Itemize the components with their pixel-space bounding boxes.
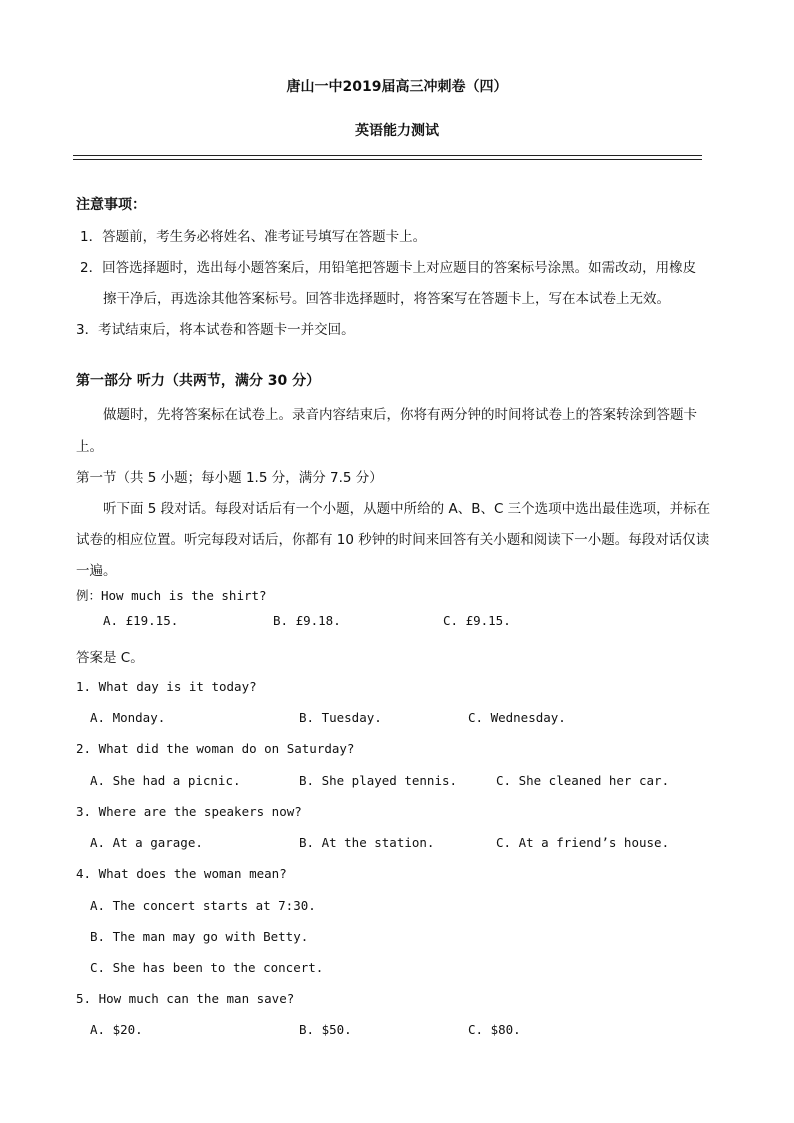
example-question: 例：How much is the shirt? [76,588,267,603]
question-1-option-a: A. Monday. [90,710,166,725]
question-4-option-b: B. The man may go with Betty. [90,929,309,944]
notice-heading: 注意事项： [76,197,146,213]
question-5-option-a: A. $20. [90,1022,143,1037]
example-option-a: A. £19.15. [103,613,179,628]
part1-intro-line1: 做题时，先将答案标在试卷上。录音内容结束后，你将有两分钟的时间将试卷上的答案转涂到答题卡 [103,407,697,423]
directions-line1: 听下面 5 段对话。每段对话后有一个小题，从题中所给的 A、B、C 三个选项中选出最佳选项，并标在 [103,501,711,517]
part1-heading: 第一部分 听力（共两节，满分 30 分） [76,373,321,389]
notice-item-2-cont: 擦干净后，再选涂其他答案标号。回答非选择题时，将答案写在答题卡上，写在本试卷上无效。 [103,291,670,307]
question-1-option-b: B. Tuesday. [299,710,382,725]
part1-intro-line2: 上。 [76,439,103,455]
question-5-option-b: B. $50. [299,1022,352,1037]
header-rule-top [73,155,702,156]
question-3: 3. Where are the speakers now? [76,804,302,819]
question-2-option-b: B. She played tennis. [299,773,458,788]
question-2: 2. What did the woman do on Saturday? [76,741,355,756]
question-3-option-a: A. At a garage. [90,835,203,850]
section-title: 第一节（共 5 小题；每小题 1.5 分，满分 7.5 分） [76,470,383,486]
example-option-c: C. £9.15. [443,613,511,628]
question-1-option-c: C. Wednesday. [468,710,566,725]
question-4: 4. What does the woman mean? [76,866,287,881]
directions-line2: 试卷的相应位置。听完每段对话后，你都有 10 秒钟的时间来回答有关小题和阅读下一小题。每段对话仅读 [76,532,710,548]
question-4-option-c: C. She has been to the concert. [90,960,324,975]
example-answer: 答案是 C。 [76,650,144,666]
notice-item-1: 1．答题前，考生务必将姓名、准考证号填写在答题卡上。 [80,229,427,245]
question-5-option-c: C. $80. [468,1022,521,1037]
question-4-option-a: A. The concert starts at 7:30. [90,898,316,913]
question-3-option-b: B. At the station. [299,835,435,850]
question-1: 1. What day is it today? [76,679,257,694]
question-3-option-c: C. At a friend’s house. [496,835,670,850]
question-5: 5. How much can the man save? [76,991,295,1006]
question-2-option-a: A. She had a picnic. [90,773,241,788]
directions-line3: 一遍。 [76,563,117,579]
page-title: 唐山一中2019届高三冲刺卷（四） [286,79,508,95]
header-rule-bottom [73,159,702,160]
notice-item-2: 2．回答选择题时，选出每小题答案后，用铅笔把答题卡上对应题目的答案标号涂黑。如需改动，用橡皮 [80,260,697,276]
notice-item-3: 3．考试结束后，将本试卷和答题卡一并交回。 [76,322,355,338]
page-subtitle: 英语能力测试 [355,123,439,139]
example-option-b: B. £9.18. [273,613,341,628]
question-2-option-c: C. She cleaned her car. [496,773,670,788]
